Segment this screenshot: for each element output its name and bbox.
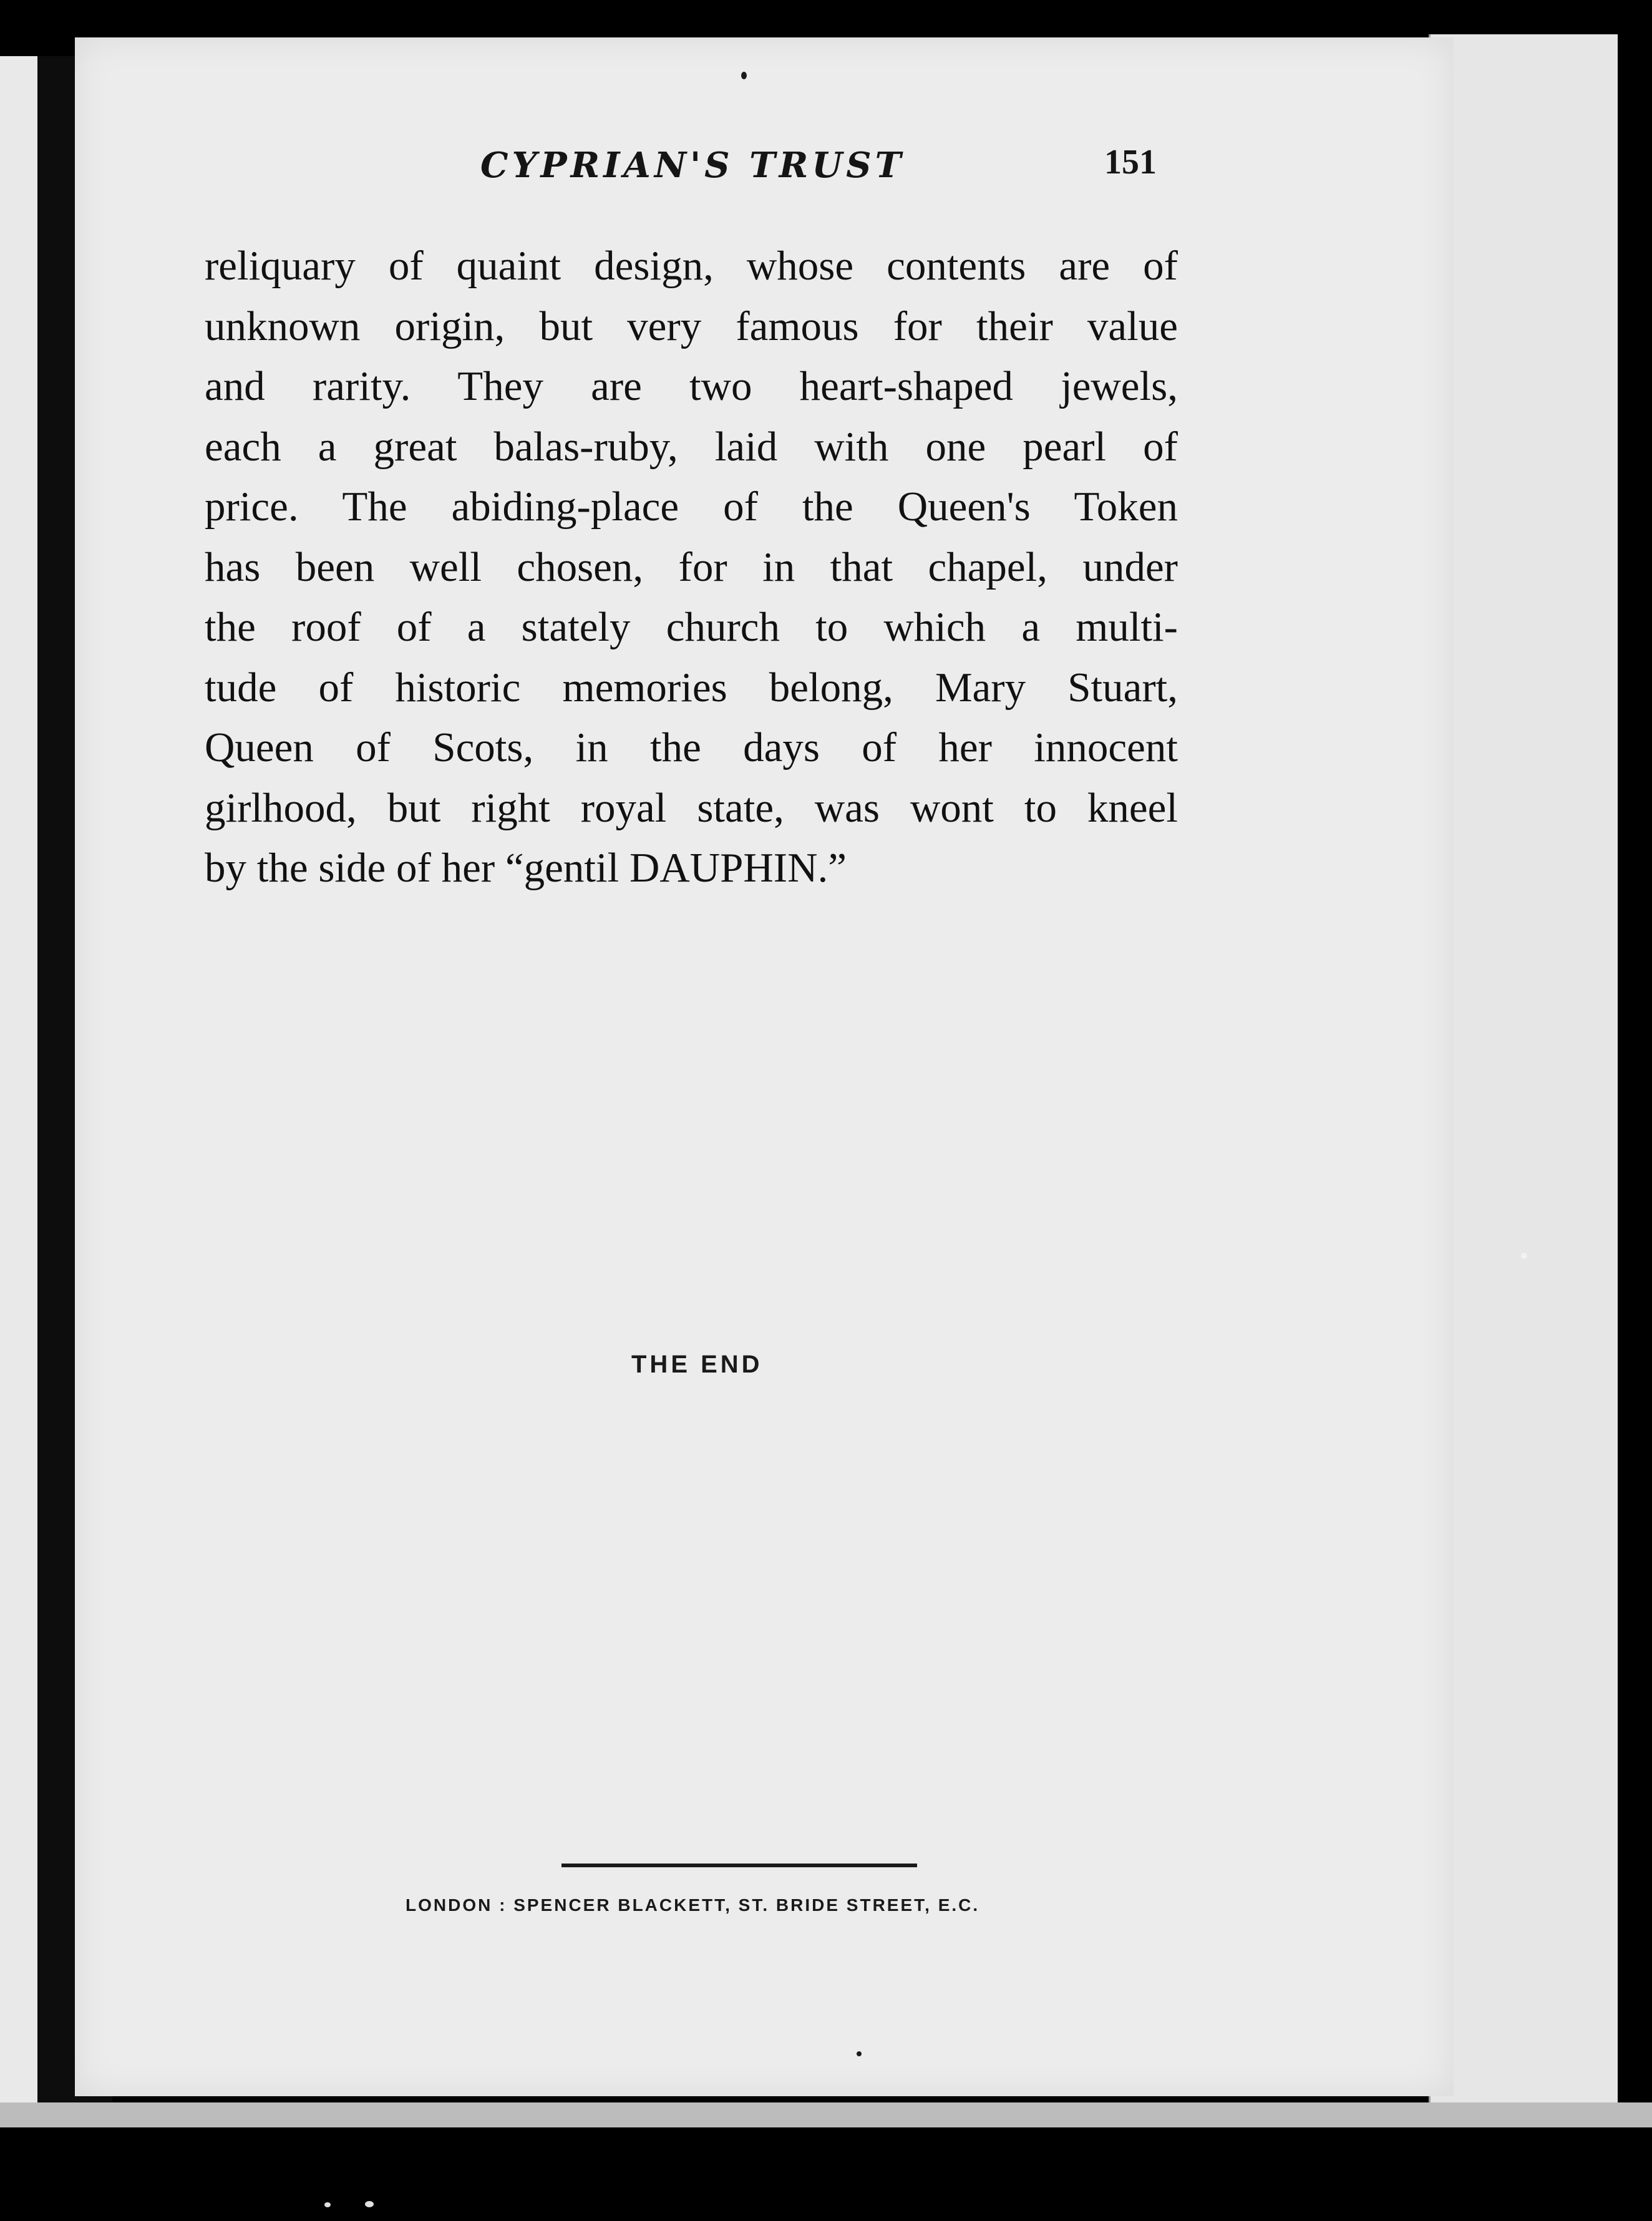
- text-line: unknown origin, but very famous for their value: [205, 303, 1178, 349]
- page-number: 151: [1104, 143, 1157, 182]
- text-line: Queen of Scots, in the days of her innocent: [205, 724, 1178, 770]
- text-line: girlhood, but right royal state, was wont to kneel: [205, 784, 1178, 831]
- facing-page-edge: [0, 56, 37, 2115]
- text-line: tude of historic memories belong, Mary Stuart,: [205, 664, 1178, 711]
- ink-speck: [741, 72, 747, 79]
- printer-imprint: LONDON : SPENCER BLACKETT, ST. BRIDE STREET, E.C.: [406, 1895, 980, 1915]
- ink-speck: [857, 2051, 862, 2056]
- end-marker: THE END: [631, 1351, 763, 1378]
- scan-bottom-edge: [0, 2102, 1652, 2127]
- imprint-rule: [561, 1864, 917, 1867]
- text-line: each a great balas-ruby, laid with one pearl of: [205, 423, 1178, 470]
- text-line: and rarity. They are two heart-shaped jewels,: [205, 363, 1178, 409]
- text-line: the roof of a stately church to which a multi-: [205, 604, 1178, 650]
- ink-speck: [365, 2201, 374, 2207]
- text-line: has been well chosen, for in that chapel, under: [205, 543, 1178, 590]
- body-text: [205, 236, 1178, 898]
- ink-speck: [1521, 1253, 1527, 1259]
- text-line: by the side of her “gentil DAUPHIN.”: [205, 845, 847, 891]
- running-head: CYPRIAN'S TRUST: [480, 145, 905, 186]
- text-line: price. The abiding-place of the Queen's Token: [205, 484, 1178, 530]
- underlying-page-edge: [1429, 34, 1618, 2106]
- ink-speck: [324, 2202, 331, 2207]
- text-line: reliquary of quaint design, whose contents are of: [205, 243, 1178, 289]
